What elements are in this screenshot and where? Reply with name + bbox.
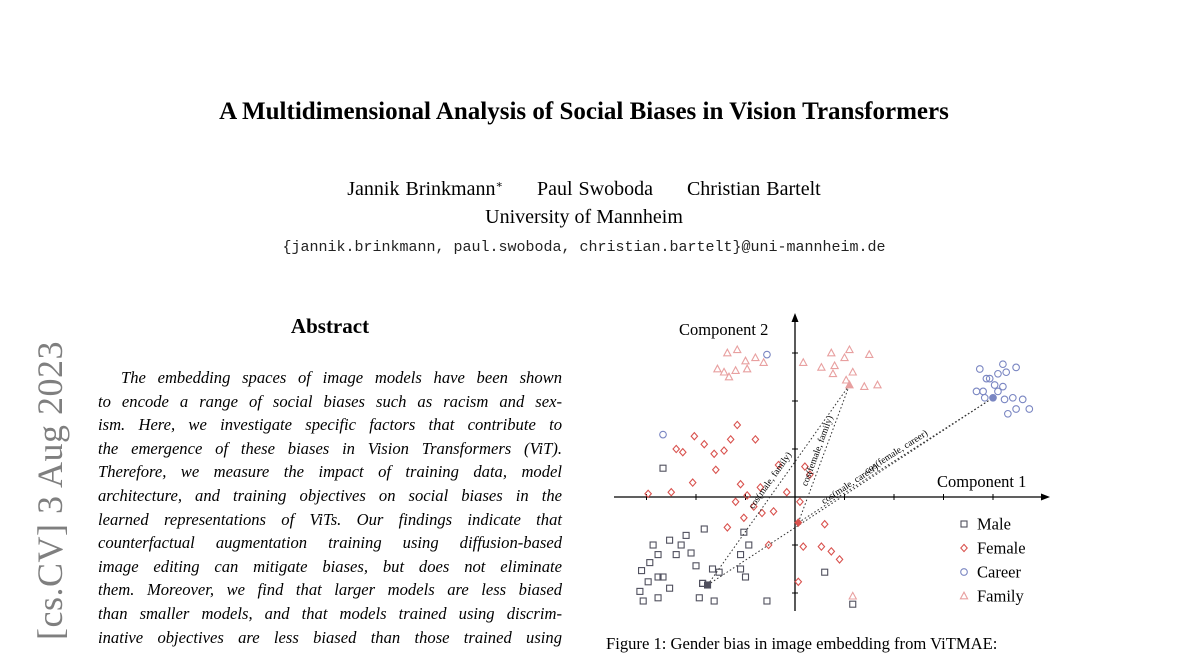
x-axis-arrow [1041, 494, 1050, 501]
cosine-dotted-line [708, 398, 993, 585]
family-point [874, 381, 881, 388]
career-point [995, 388, 1002, 395]
female-point [721, 447, 727, 454]
male-point [701, 526, 707, 532]
abstract-line: than smaller models, and that models trained using discrim- [98, 603, 562, 623]
family-point [841, 354, 848, 361]
female-point [673, 445, 679, 452]
female-point [680, 449, 686, 456]
y-axis-label: Component 2 [679, 320, 769, 339]
female-point [828, 548, 834, 555]
career-point [1013, 364, 1020, 371]
author-list [0, 178, 1168, 201]
male-point [655, 552, 661, 558]
career-point [1001, 396, 1008, 403]
female-point [822, 521, 828, 528]
female-point [836, 556, 842, 563]
abstract-line: learned representations of ViTs. Our findings indicate that [98, 509, 562, 529]
female-point [727, 436, 733, 443]
male-point [696, 595, 702, 601]
female-point [711, 450, 717, 457]
abstract-line: the emergence of these biases in Vision Transformers (ViT). [98, 438, 562, 458]
female-point [691, 433, 697, 440]
author-1: Jannik Brinkmann∗ [347, 178, 503, 200]
abstract-line: counterfactual augmentation training using diffusion-based [98, 533, 562, 553]
career-point [991, 382, 998, 389]
cosine-line-label: cos(male, career) [820, 462, 881, 507]
male-point [678, 542, 684, 548]
family-centroid [846, 381, 853, 388]
family-point [752, 354, 759, 361]
male-point [693, 563, 699, 569]
male-point [667, 537, 673, 543]
legend-career-marker [961, 569, 968, 576]
male-point [647, 560, 653, 566]
abstract-line: architecture, and training objectives on social biases in the [98, 485, 562, 505]
family-point [861, 383, 868, 390]
male-point [645, 579, 651, 585]
affiliation: University of Mannheim [485, 206, 683, 228]
family-point [734, 346, 741, 353]
female-point [752, 436, 758, 443]
cosine-line-label: cos(female, family) [800, 414, 836, 488]
career-point [1005, 411, 1012, 418]
male-point [746, 542, 752, 548]
family-point [846, 346, 853, 353]
family-point [725, 373, 732, 380]
cosine-dotted-line [708, 385, 850, 585]
career-point [1010, 395, 1017, 402]
female-point [818, 543, 824, 550]
career-point [973, 388, 980, 395]
female-point [668, 489, 674, 496]
cosine-line-label: cos(male, family) [747, 450, 795, 512]
male-point [673, 552, 679, 558]
abstract-line: The embedding spaces of image models have been shown [121, 368, 562, 387]
male-point [850, 601, 856, 607]
male-point [660, 465, 666, 471]
male-point [640, 598, 646, 604]
abstract-line: inative objectives are less biased than those trained using [98, 627, 562, 647]
career-point [977, 366, 984, 373]
male-point [764, 598, 770, 604]
x-axis-label: Component 1 [937, 472, 1027, 491]
male-point [655, 595, 661, 601]
female-point [795, 578, 801, 585]
legend-family-label: Family [977, 586, 1024, 606]
family-point [829, 370, 836, 377]
male-point [743, 574, 749, 580]
arxiv-side-stamp: [cs.CV] 3 Aug 2023 [30, 341, 70, 640]
author-1-footnote-mark: ∗ [495, 179, 503, 191]
male-point [738, 566, 744, 572]
abstract-line: Therefore, we measure the impact of training data, model [98, 462, 562, 482]
male-point [683, 532, 689, 538]
female-point [645, 490, 651, 497]
family-point [831, 362, 838, 369]
female-centroid [795, 519, 801, 526]
female-point [713, 466, 719, 473]
male-point [822, 569, 828, 575]
career-centroid [990, 395, 997, 402]
male-point [667, 585, 673, 591]
abstract-line: ism. Here, we investigate specific factors that contribute to [98, 415, 562, 435]
abstract-body [98, 366, 562, 649]
career-point [1019, 396, 1026, 403]
female-point [800, 543, 806, 550]
male-point [688, 550, 694, 556]
family-point [744, 365, 751, 372]
female-point [759, 509, 765, 516]
career-point [1000, 361, 1007, 368]
abstract-heading: Abstract [290, 314, 370, 338]
family-point [818, 364, 825, 371]
author-3: Christian Bartelt [686, 178, 821, 200]
abstract-line: image editing can mitigate biases, but does not eliminate [98, 556, 562, 576]
abstract-line: to encode a range of social biases such as racism and sex- [98, 391, 562, 411]
family-point [849, 368, 856, 375]
career-point [1003, 369, 1010, 376]
male-point [637, 588, 643, 594]
female-point [741, 514, 747, 521]
legend-family-marker [960, 592, 967, 599]
author-2: Paul Swoboda [536, 178, 653, 200]
family-point [828, 349, 835, 356]
legend-male-label: Male [977, 514, 1011, 534]
family-point [760, 359, 767, 366]
career-point [1013, 406, 1020, 413]
male-point [738, 552, 744, 558]
figure-1-caption: Figure 1: Gender bias in image embedding from ViTMAE: [606, 634, 998, 653]
female-point [784, 489, 790, 496]
career-point [660, 431, 667, 438]
family-point [800, 359, 807, 366]
family-point [724, 349, 731, 356]
career-point [995, 371, 1002, 378]
family-point [866, 351, 873, 358]
male-point [650, 542, 656, 548]
career-point [980, 388, 987, 395]
male-point [639, 568, 645, 574]
legend-career-label: Career [977, 562, 1021, 582]
y-axis-arrow [792, 313, 799, 322]
female-point [744, 492, 750, 499]
family-point [849, 592, 856, 599]
legend-female-marker [961, 544, 967, 551]
family-point [732, 367, 739, 374]
female-point [770, 508, 776, 515]
female-point [732, 498, 738, 505]
family-point [742, 357, 749, 364]
male-centroid [705, 582, 711, 588]
author-emails: {jannik.brinkmann, paul.swoboda, christian.bartelt}@uni-mannheim.de [282, 239, 886, 256]
female-point [701, 441, 707, 448]
family-point [714, 365, 721, 372]
female-point [797, 498, 803, 505]
career-point [981, 395, 988, 402]
career-point [1026, 406, 1033, 413]
female-point [734, 421, 740, 428]
male-point [710, 566, 716, 572]
career-point [764, 351, 771, 358]
paper-title: A Multidimensional Analysis of Social Biases in Vision Transformers [219, 98, 949, 125]
legend-female-label: Female [977, 538, 1026, 558]
female-point [737, 481, 743, 488]
female-point [724, 524, 730, 531]
female-point [690, 479, 696, 486]
abstract-line: them. Moreover, we find that larger models are less biased [98, 580, 562, 600]
figure-1-bias-plot [600, 305, 1060, 630]
male-point [711, 598, 717, 604]
cosine-line-label: cos(female, career) [863, 428, 930, 477]
legend-male-marker [961, 521, 967, 527]
